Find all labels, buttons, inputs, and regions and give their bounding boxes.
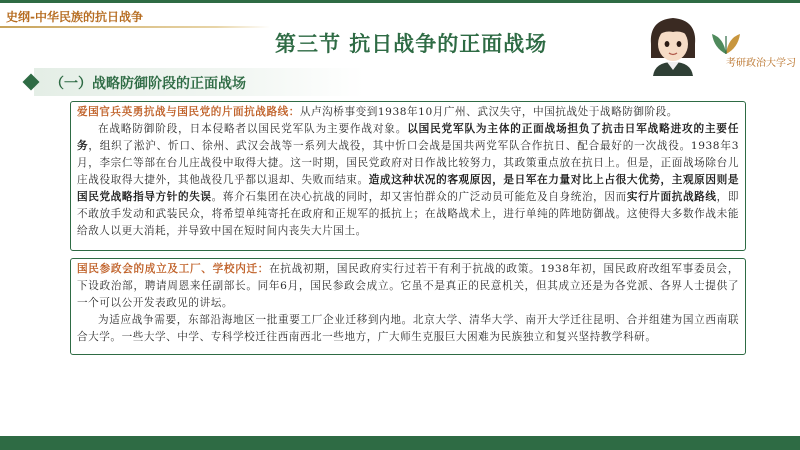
box1-paragraph-2 <box>77 121 739 240</box>
box1-bold-f: 实行片面抗战路线 <box>626 191 717 203</box>
bottom-band <box>0 436 800 450</box>
box2-paragraph-2: 为适应战争需要，东部沿海地区一批重要工厂企业迁移到内地。北京大学、清华大学、南开大学迁往昆明、合并组建为国立西南联合大学。一些大学、中学、专科学校迁往西南西北一些地方，广大师生克服巨大困难为民族独立和复兴坚持教学科研。 <box>77 314 739 343</box>
box1-intro-text: 从卢沟桥事变到1938年10月广州、武汉失守，中国抗战处于战略防御阶段。 <box>299 106 678 118</box>
box1-text-c: ，组织了淞沪、忻口、徐州、武汉会战等一系列大战役，其中忻口会战是国共两党军队合作抗日、配合最好的一次战役。1938年3月，李宗仁等部在台儿庄战役中取得大捷。这一时期，国民党政府对日作战比较努力，其政策重点放在抗日上。但是，正面战场除台儿庄战役取得大捷外，其他战役几乎都以退却、失败而结束。 <box>77 140 739 186</box>
box2-intro-text: 在抗战初期，国民政府实行过若干有利于抗战的政策。1938年初，国民政府改组军事委员会，下设政治部，聘请周恩来任副部长。同年6月，国民参政会成立。它虽不是真正的民意机关，但其成立还是为各党派、各界人士提供了一个可以公开发表政见的讲坛。 <box>77 263 739 309</box>
leaf-emblem-icon <box>706 30 746 56</box>
box1-heading: 爱国官兵英勇抗战与国民党的片面抗战路线： <box>77 106 300 118</box>
box1-text-a: 在战略防御阶段，日本侵略者以国民党军队为主要作战对象。 <box>98 123 408 135</box>
box1-bold-d: 造成这种状况的客观原因，是日军在力量对比上占很大优势，主观原因则是国民党战略指导方针的失误 <box>77 174 739 203</box>
box1-text-g: ，即不敢放手发动和武装民众，将希望单纯寄托在政府和正规军的抵抗上；在战略战术上，进行单纯的阵地防御战。这使得大多数作战未能给敌人以更大消耗，并导致中国在短时间内丧失大片国土。 <box>77 191 739 237</box>
section-heading-label: （一）战略防御阶段的正面战场 <box>50 76 246 92</box>
box1-bold-b: 以国民党军队为主体的正面战场担负了抗击日军战略进攻的主要任务 <box>77 123 739 152</box>
series-underline <box>0 26 270 28</box>
section-heading <box>34 68 364 96</box>
series-label: 史纲-中华民族的抗日战争 <box>6 10 143 24</box>
avatar <box>645 14 701 76</box>
box2-heading: 国民参政会的成立及工厂、学校内迁： <box>77 263 270 275</box>
box2-paragraph-1 <box>77 261 739 312</box>
diamond-bullet-icon <box>23 74 40 91</box>
top-accent-line <box>0 0 800 3</box>
page-title: 第三节 抗日战争的正面战场 <box>275 32 548 56</box>
brand-logo <box>706 30 796 70</box>
content-box-council <box>70 258 746 355</box>
box1-paragraph-1 <box>77 104 739 121</box>
logo-text: 考研政治大学习 <box>726 58 796 69</box>
box1-text-e: 。蒋介石集团在决心抗战的同时，却又害怕群众的广泛动员可能危及自身统治，因而 <box>211 191 627 203</box>
content-box-resistance <box>70 101 746 251</box>
